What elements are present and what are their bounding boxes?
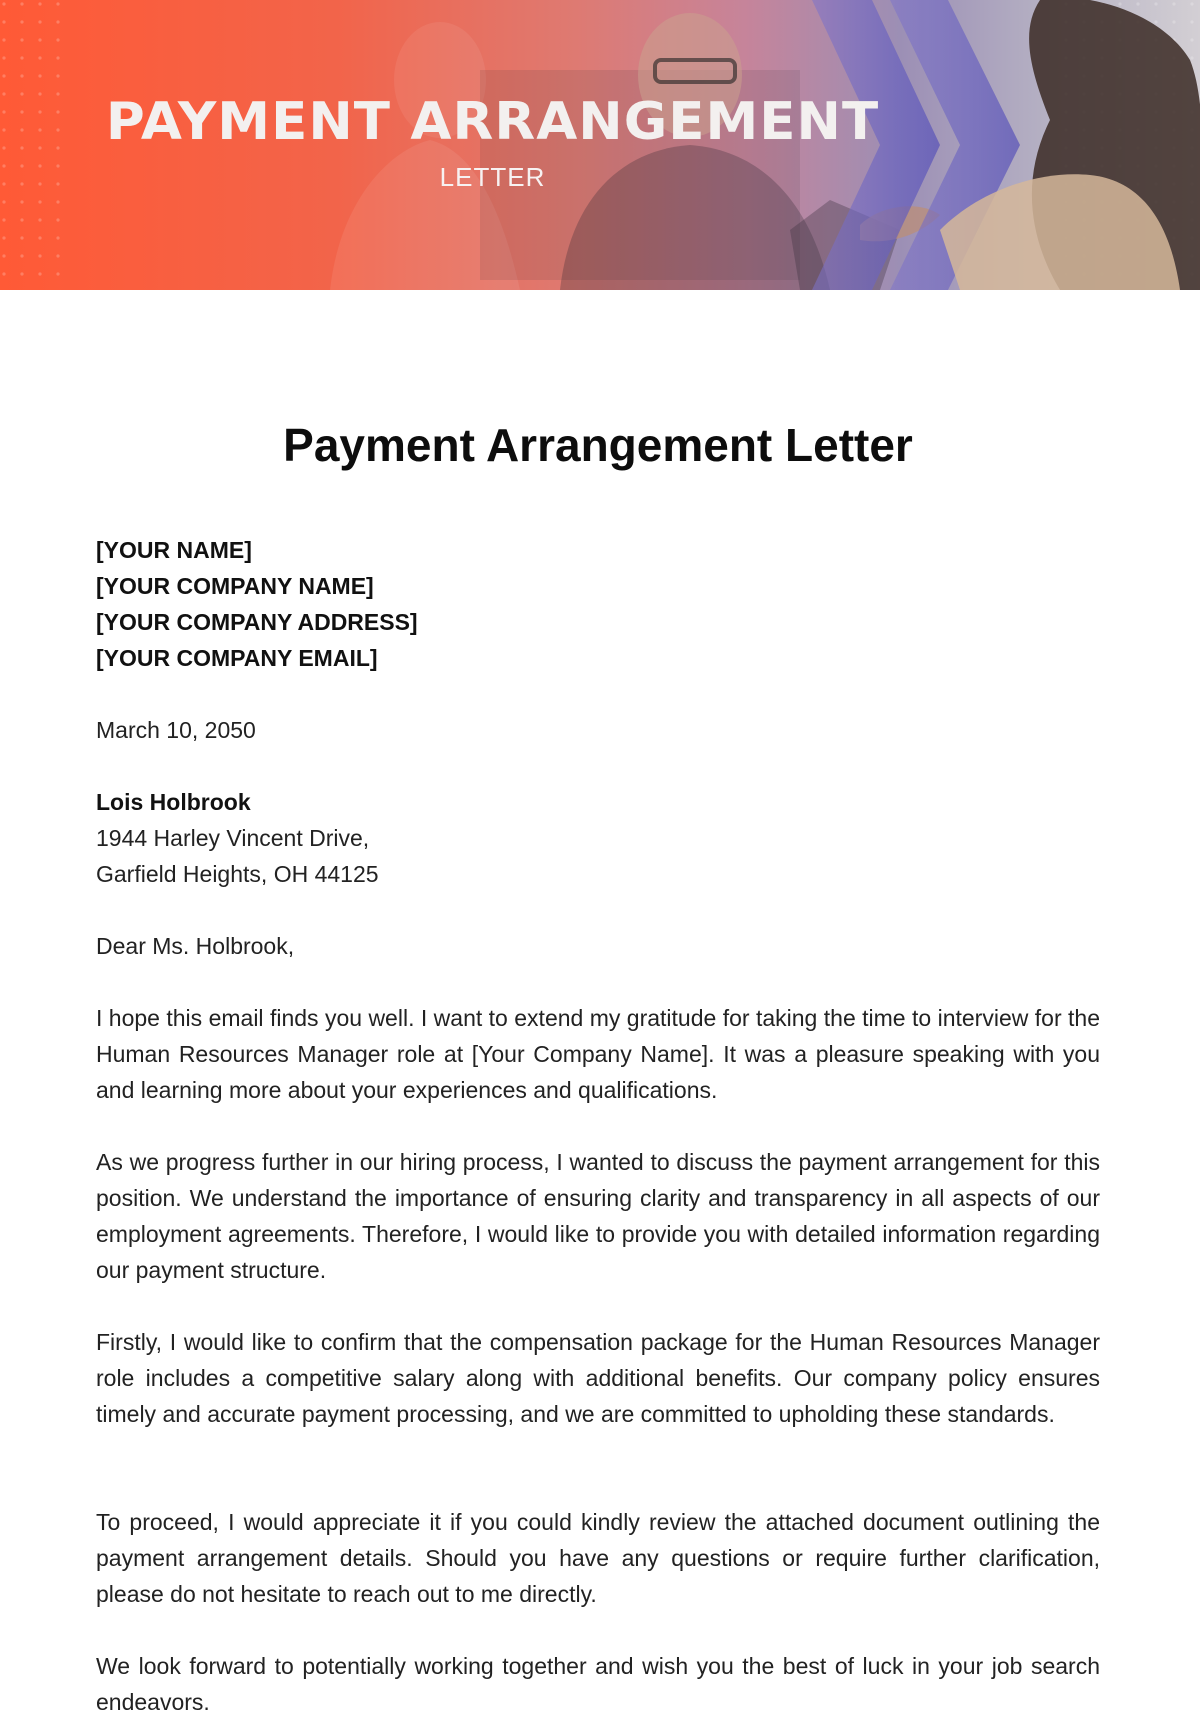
letter-date: March 10, 2050	[96, 717, 256, 743]
sender-name: [YOUR NAME]	[96, 537, 252, 563]
banner-subtitle: LETTER	[439, 162, 546, 192]
recipient-address-line1: 1944 Harley Vincent Drive,	[96, 825, 370, 851]
recipient-block	[96, 784, 379, 892]
document-title: Payment Arrangement Letter	[283, 419, 913, 471]
body-paragraph: We look forward to potentially working together and wish you the best of luck in your job search endeavors.	[96, 1653, 1100, 1715]
header-banner	[0, 0, 1200, 290]
salutation: Dear Ms. Holbrook,	[96, 933, 295, 959]
body-paragraph: I hope this email finds you well. I want to extend my gratitude for taking the time to interview for the Human Resources Manager role at [Your Company Name]. It was a pleasure speaking with you and learning more about your experiences and qualifications.	[96, 1005, 1100, 1103]
recipient-address-line2: Garfield Heights, OH 44125	[96, 861, 379, 887]
body-paragraph: To proceed, I would appreciate it if you could kindly review the attached document outlining the payment arrangement details. Should you have any questions or require further clarification, please do not hesitate to reach out to me directly.	[96, 1509, 1100, 1607]
recipient-name: Lois Holbrook	[96, 789, 251, 815]
sender-company-address: [YOUR COMPANY ADDRESS]	[96, 609, 418, 635]
body-paragraph: Firstly, I would like to confirm that the compensation package for the Human Resources Manager role includes a competitive salary along with additional benefits. Our company policy ensures timely and accurate payment processing, and we are committed to upholding these standards.	[96, 1329, 1100, 1427]
sender-block	[96, 532, 418, 676]
sender-company-email: [YOUR COMPANY EMAIL]	[96, 645, 378, 671]
banner-title: PAYMENT ARRANGEMENT	[105, 92, 880, 152]
body-paragraph: As we progress further in our hiring process, I wanted to discuss the payment arrangement for this position. We understand the importance of ensuring clarity and transparency in all aspects of our employment agreements. Therefore, I would like to provide you with detailed information regarding our payment structure.	[96, 1149, 1100, 1283]
sender-company-name: [YOUR COMPANY NAME]	[96, 573, 374, 599]
